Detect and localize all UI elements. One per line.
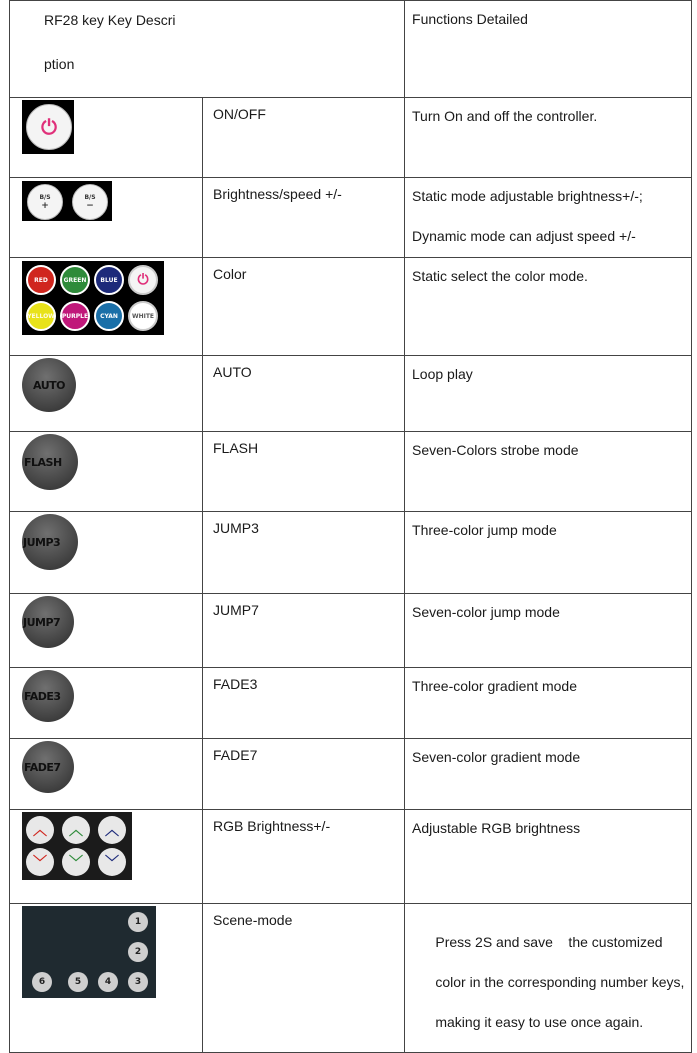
fade7-button[interactable]: FADE7 [22, 741, 74, 793]
function-description: Three-color gradient mode [412, 678, 577, 694]
blue-up-arrow-icon[interactable]: ︿ [98, 816, 126, 844]
function-description: Adjustable RGB brightness [412, 820, 581, 836]
function-description: Turn On and off the controller. [412, 108, 598, 124]
blue-down-arrow-icon[interactable]: ﹀ [98, 848, 126, 876]
table-row [10, 668, 692, 739]
function-line-2: color in the corresponding number keys, [435, 974, 685, 990]
green-button[interactable]: GREEN [60, 265, 90, 295]
rgb-brightness-buttons [22, 812, 132, 880]
key-label: Color [213, 266, 247, 282]
jump3-button[interactable]: JUMP3 [22, 514, 78, 570]
key-label: Scene-mode [213, 912, 293, 928]
table-header-row [10, 1, 692, 98]
purple-button[interactable]: PURPLE [60, 301, 90, 331]
brightness-down-label: B/S [84, 193, 96, 201]
scene-5-button[interactable]: 5 [68, 972, 88, 992]
brightness-up-label: B/S [39, 193, 51, 201]
key-label: ON/OFF [213, 106, 266, 122]
table-row [10, 904, 692, 1053]
power-icon-backdrop [22, 100, 74, 154]
scene-3-button[interactable]: 3 [128, 972, 148, 992]
function-description: Seven-color jump mode [412, 604, 560, 620]
key-label: FADE7 [213, 747, 258, 763]
key-description-header [10, 1, 405, 98]
key-label: FADE3 [213, 676, 258, 692]
cyan-button[interactable]: CYAN [94, 301, 124, 331]
scene-1-button[interactable]: 1 [128, 912, 148, 932]
key-description-table [9, 0, 692, 1053]
auto-button[interactable]: AUTO [22, 358, 76, 412]
functions-header-text: Functions Detailed [412, 11, 528, 27]
key-label: RGB Brightness+/- [213, 818, 331, 834]
function-line-1: Static mode adjustable brightness+/-; [412, 188, 643, 204]
fade3-button[interactable]: FADE3 [22, 670, 74, 722]
key-label: JUMP7 [213, 602, 259, 618]
white-button[interactable]: WHITE [128, 301, 158, 331]
key-image-cell [10, 432, 203, 512]
power-icon[interactable]: ⏻ [26, 104, 72, 150]
key-image-cell [10, 594, 203, 668]
key-image-cell [10, 98, 203, 178]
table-row [10, 258, 692, 356]
scene-2-button[interactable]: 2 [128, 942, 148, 962]
table-row [10, 512, 692, 594]
brightness-speed-buttons [22, 181, 112, 221]
table-row [10, 594, 692, 668]
header-line-2: ption [44, 56, 75, 72]
jump7-button[interactable]: JUMP7 [22, 596, 74, 648]
flash-button[interactable]: FLASH [22, 434, 78, 490]
function-description [405, 904, 691, 1052]
function-description: Seven-color gradient mode [412, 749, 581, 765]
green-down-arrow-icon[interactable]: ﹀ [62, 848, 90, 876]
table-row [10, 739, 692, 810]
red-up-arrow-icon[interactable]: ︿ [26, 816, 54, 844]
key-image-cell [10, 739, 203, 810]
table-row [10, 356, 692, 432]
key-image-cell [10, 668, 203, 739]
table-row [10, 98, 692, 178]
key-image-cell [10, 810, 203, 904]
key-image-cell [10, 356, 203, 432]
color-buttons [22, 261, 164, 335]
key-label: Brightness/speed +/- [213, 186, 342, 202]
function-line-2: Dynamic mode can adjust speed +/- [412, 228, 636, 244]
scene-6-button[interactable]: 6 [32, 972, 52, 992]
brightness-down-sign: − [86, 200, 94, 211]
key-image-cell [10, 512, 203, 594]
functions-header [405, 1, 692, 98]
header-line-1: RF28 key Key Descri [44, 12, 176, 28]
function-description: Loop play [412, 366, 473, 382]
function-line-1: Press 2S and save the customized [435, 934, 663, 950]
function-description: Seven-Colors strobe mode [412, 442, 579, 458]
key-image-cell [10, 178, 203, 258]
table-row [10, 432, 692, 512]
brightness-down-button[interactable] [72, 184, 108, 220]
yellow-button[interactable]: YELLOW [26, 301, 56, 331]
red-button[interactable]: RED [26, 265, 56, 295]
scene-number-buttons [22, 906, 156, 998]
key-label: AUTO [213, 364, 252, 380]
function-line-3: making it easy to use once again. [435, 1014, 644, 1030]
key-image-cell [10, 904, 203, 1053]
function-description: Static select the color mode. [412, 268, 588, 284]
function-description [405, 178, 691, 246]
function-description: Three-color jump mode [412, 522, 557, 538]
green-up-arrow-icon[interactable]: ︿ [62, 816, 90, 844]
scene-4-button[interactable]: 4 [98, 972, 118, 992]
table-row [10, 810, 692, 904]
key-label: FLASH [213, 440, 259, 456]
red-down-arrow-icon[interactable]: ﹀ [26, 848, 54, 876]
table-row [10, 178, 692, 258]
key-image-cell [10, 258, 203, 356]
brightness-up-sign: + [41, 200, 49, 211]
blue-button[interactable]: BLUE [94, 265, 124, 295]
key-label: JUMP3 [213, 520, 259, 536]
brightness-up-button[interactable] [27, 184, 63, 220]
power-icon[interactable]: ⏻ [128, 265, 158, 295]
